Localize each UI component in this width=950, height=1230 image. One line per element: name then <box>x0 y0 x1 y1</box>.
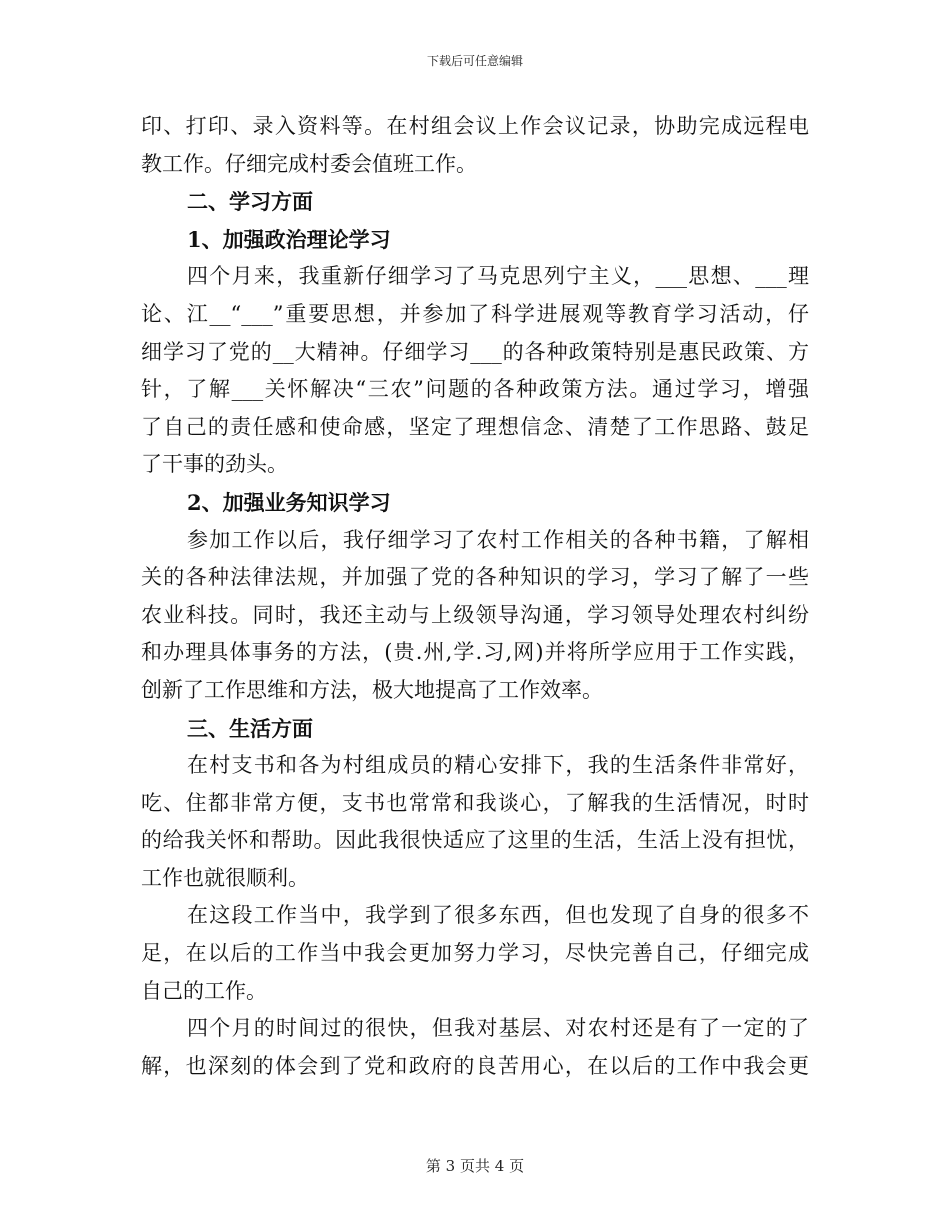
document-body <box>141 108 809 1085</box>
text-line: 关的各种法律法规，并加强了党的各种知识的学习，学习了解了一些 <box>141 565 809 590</box>
section-heading: 二、学习方面 <box>187 189 313 215</box>
text-line: 农业科技。同时，我还主动与上级领导沟通，学习领导处理农村纠纷 <box>141 602 809 627</box>
text-line: 吃、住都非常方便，支书也常常和我谈心，了解我的生活情况，时时 <box>141 790 809 815</box>
page-header: 下载后可任意编辑 <box>426 54 523 68</box>
section-heading: 1、加强政治理论学习 <box>187 226 391 252</box>
text-line: 工作也就很顺利。 <box>141 865 309 890</box>
text-line: 四个月的时间过的很快，但我对基层、对农村还是有了一定的了 <box>187 1016 809 1041</box>
text-line: 教工作。仔细完成村委会值班工作。 <box>141 151 477 176</box>
text-line: 针，了解___关怀解决“三农”问题的各种政策方法。通过学习，增强 <box>141 377 809 402</box>
text-line: 解，也深刻的体会到了党和政府的良苦用心，在以后的工作中我会更 <box>141 1053 809 1078</box>
text-line: 自己的工作。 <box>141 978 267 1003</box>
page-footer: 第 3 页共 4 页 <box>425 1157 525 1175</box>
text-line: 参加工作以后，我仔细学习了农村工作相关的各种书籍，了解相 <box>187 527 809 552</box>
section-heading: 三、生活方面 <box>187 715 313 741</box>
text-line: 在这段工作当中，我学到了很多东西，但也发现了自身的很多不 <box>187 903 809 928</box>
section-heading: 2、加强业务知识学习 <box>187 489 391 515</box>
text-line: 了自己的责任感和使命感，坚定了理想信念、清楚了工作思路、鼓足 <box>141 414 809 439</box>
text-line: 细学习了党的__大精神。仔细学习___的各种政策特别是惠民政策、方 <box>141 339 809 364</box>
text-line: 印、打印、录入资料等。在村组会议上作会议记录，协助完成远程电 <box>141 114 809 138</box>
text-line: 了干事的劲头。 <box>141 452 288 477</box>
text-line: 创新了工作思维和方法，极大地提高了工作效率。 <box>141 677 603 702</box>
text-line: 足，在以后的工作当中我会更加努力学习，尽快完善自己，仔细完成 <box>141 941 809 966</box>
text-line: 的给我关怀和帮助。因此我很快适应了这里的生活，生活上没有担忧， <box>141 828 809 853</box>
text-line: 在村支书和各为村组成员的精心安排下，我的生活条件非常好， <box>187 753 809 778</box>
text-line: 四个月来，我重新仔细学习了马克思列宁主义，___思想、___理 <box>187 264 809 289</box>
text-line: 论、江__“___”重要思想，并参加了科学进展观等教育学习活动，仔 <box>141 301 809 326</box>
text-line: 和办理具体事务的方法，(贵.州,学.习,网)并将所学应用于工作实践， <box>141 640 809 665</box>
